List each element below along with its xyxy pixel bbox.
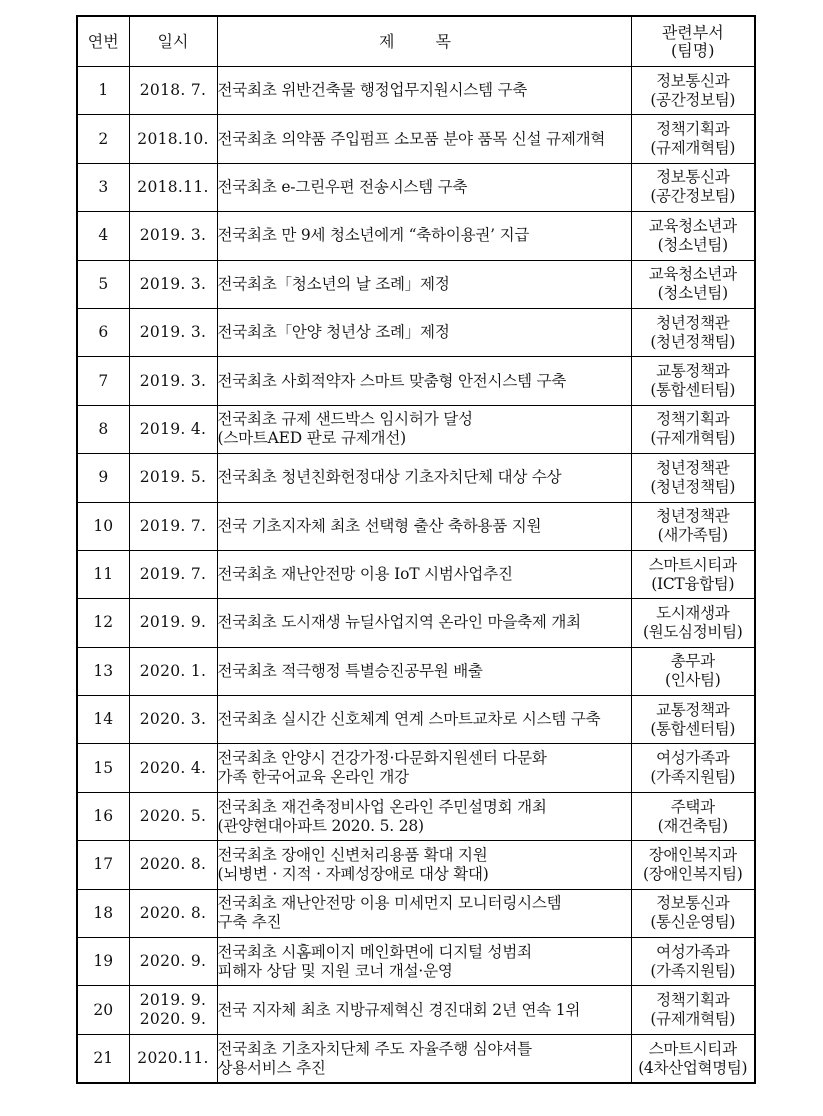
row-department: 장애인복지과 (장애인복지팀)	[631, 841, 755, 889]
row-title: 전국최초 안양시 건강가정·다문화지원센터 다문화 가족 한국어교육 온라인 개강	[217, 744, 631, 792]
table-row	[77, 841, 755, 889]
row-department: 스마트시티과 (4차산업혁명팀)	[631, 1034, 755, 1083]
row-number: 4	[77, 212, 129, 260]
row-date: 2018.11.	[129, 163, 217, 211]
row-date: 2019. 7.	[129, 502, 217, 550]
row-department: 정책기획과 (규제개혁팀)	[631, 115, 755, 163]
row-title: 전국최초 위반건축물 행정업무지원시스템 구축	[217, 67, 631, 115]
row-number: 2	[77, 115, 129, 163]
row-title: 전국최초 재난안전망 이용 미세먼지 모니터링시스템 구축 추진	[217, 889, 631, 937]
row-department: 청년정책관 (청년정책팀)	[631, 454, 755, 502]
table-row	[77, 357, 755, 405]
row-title: 전국최초「안양 청년상 조례」제정	[217, 308, 631, 356]
table-row	[77, 405, 755, 453]
table-row	[77, 454, 755, 502]
row-title: 전국최초 의약품 주입펌프 소모품 분야 품목 신설 규제개혁	[217, 115, 631, 163]
row-department: 정보통신과 (공간정보팀)	[631, 67, 755, 115]
header-date: 일시	[129, 16, 217, 67]
row-date: 2020. 8.	[129, 889, 217, 937]
row-number: 13	[77, 647, 129, 695]
row-title: 전국최초 청년친화헌정대상 기초자치단체 대상 수상	[217, 454, 631, 502]
row-number: 1	[77, 67, 129, 115]
row-date: 2019. 9.	[129, 599, 217, 647]
row-title: 전국최초 적극행정 특별승진공무원 배출	[217, 647, 631, 695]
row-number: 14	[77, 696, 129, 744]
row-department: 정책기획과 (규제개혁팀)	[631, 986, 755, 1034]
table-row	[77, 67, 755, 115]
records-table	[76, 15, 756, 1084]
table-row	[77, 1034, 755, 1083]
row-department: 총무과 (인사팀)	[631, 647, 755, 695]
row-title: 전국최초 사회적약자 스마트 맞춤형 안전시스템 구축	[217, 357, 631, 405]
row-department: 정보통신과 (공간정보팀)	[631, 163, 755, 211]
header-no: 연번	[77, 16, 129, 67]
row-department: 교육청소년과 (청소년팀)	[631, 260, 755, 308]
row-number: 12	[77, 599, 129, 647]
table-row	[77, 115, 755, 163]
row-title: 전국최초 e-그린우편 전송시스템 구축	[217, 163, 631, 211]
row-date: 2019. 3.	[129, 260, 217, 308]
row-number: 6	[77, 308, 129, 356]
row-date: 2019. 3.	[129, 357, 217, 405]
header-dept: 관련부서 (팀명)	[631, 16, 755, 67]
row-title: 전국최초 도시재생 뉴딜사업지역 온라인 마을축제 개최	[217, 599, 631, 647]
row-title: 전국최초 규제 샌드박스 임시허가 달성 (스마트AED 판로 규제개선)	[217, 405, 631, 453]
row-date: 2019. 3.	[129, 308, 217, 356]
row-number: 20	[77, 986, 129, 1034]
row-date: 2019. 5.	[129, 454, 217, 502]
row-department: 교통정책과 (통합센터팀)	[631, 696, 755, 744]
row-department: 도시재생과 (원도심정비팀)	[631, 599, 755, 647]
row-number: 5	[77, 260, 129, 308]
row-department: 여성가족과 (가족지원팀)	[631, 938, 755, 986]
row-department: 주택과 (재건축팀)	[631, 792, 755, 840]
row-department: 스마트시티과 (ICT융합팀)	[631, 550, 755, 598]
row-number: 15	[77, 744, 129, 792]
row-department: 교육청소년과 (청소년팀)	[631, 212, 755, 260]
header-row	[77, 16, 755, 67]
table-row	[77, 889, 755, 937]
row-date: 2018.10.	[129, 115, 217, 163]
row-number: 19	[77, 938, 129, 986]
row-department: 청년정책관 (새가족팀)	[631, 502, 755, 550]
row-date: 2020. 5.	[129, 792, 217, 840]
row-date: 2019. 3.	[129, 212, 217, 260]
row-date: 2020. 3.	[129, 696, 217, 744]
table-row	[77, 550, 755, 598]
row-title: 전국 지자체 최초 지방규제혁신 경진대회 2년 연속 1위	[217, 986, 631, 1034]
row-number: 18	[77, 889, 129, 937]
row-date: 2018. 7.	[129, 67, 217, 115]
table-row	[77, 502, 755, 550]
row-title: 전국최초 재난안전망 이용 IoT 시범사업추진	[217, 550, 631, 598]
row-number: 11	[77, 550, 129, 598]
row-number: 7	[77, 357, 129, 405]
table-body	[77, 67, 755, 1084]
row-title: 전국최초 시홈페이지 메인화면에 디지털 성범죄 피해자 상담 및 지원 코너 개설·운영	[217, 938, 631, 986]
table-row	[77, 744, 755, 792]
row-title: 전국최초 재건축정비사업 온라인 주민설명회 개최 (관양현대아파트 2020. 5. 28)	[217, 792, 631, 840]
table-row	[77, 792, 755, 840]
row-number: 21	[77, 1034, 129, 1083]
row-number: 10	[77, 502, 129, 550]
row-department: 정책기획과 (규제개혁팀)	[631, 405, 755, 453]
row-title: 전국최초 만 9세 청소년에게 “축하이용권’ 지급	[217, 212, 631, 260]
row-number: 9	[77, 454, 129, 502]
table-row	[77, 938, 755, 986]
row-date: 2019. 7.	[129, 550, 217, 598]
row-number: 8	[77, 405, 129, 453]
table-row	[77, 163, 755, 211]
row-title: 전국 기초지자체 최초 선택형 출산 축하용품 지원	[217, 502, 631, 550]
row-number: 3	[77, 163, 129, 211]
row-title: 전국최초 기초자치단체 주도 자율주행 심야셔틀 상용서비스 추진	[217, 1034, 631, 1083]
header-title: 제 목	[217, 16, 631, 67]
table-row	[77, 308, 755, 356]
row-date: 2019. 9. 2020. 9.	[129, 986, 217, 1034]
row-number: 16	[77, 792, 129, 840]
table-row	[77, 599, 755, 647]
row-date: 2020. 8.	[129, 841, 217, 889]
table-row	[77, 647, 755, 695]
row-number: 17	[77, 841, 129, 889]
row-title: 전국최초 장애인 신변처리용품 확대 지원 (뇌병변 · 지적 · 자폐성장애로 대상 확대)	[217, 841, 631, 889]
row-date: 2020. 9.	[129, 938, 217, 986]
row-department: 여성가족과 (가족지원팀)	[631, 744, 755, 792]
table-row	[77, 696, 755, 744]
row-title: 전국최초 실시간 신호체계 연계 스마트교차로 시스템 구축	[217, 696, 631, 744]
row-date: 2019. 4.	[129, 405, 217, 453]
row-department: 교통정책과 (통합센터팀)	[631, 357, 755, 405]
table-row	[77, 986, 755, 1034]
table-row	[77, 260, 755, 308]
table-row	[77, 212, 755, 260]
row-date: 2020.11.	[129, 1034, 217, 1083]
row-date: 2020. 1.	[129, 647, 217, 695]
row-title: 전국최초「청소년의 날 조례」제정	[217, 260, 631, 308]
row-department: 정보통신과 (통신운영팀)	[631, 889, 755, 937]
row-department: 청년정책관 (청년정책팀)	[631, 308, 755, 356]
row-date: 2020. 4.	[129, 744, 217, 792]
